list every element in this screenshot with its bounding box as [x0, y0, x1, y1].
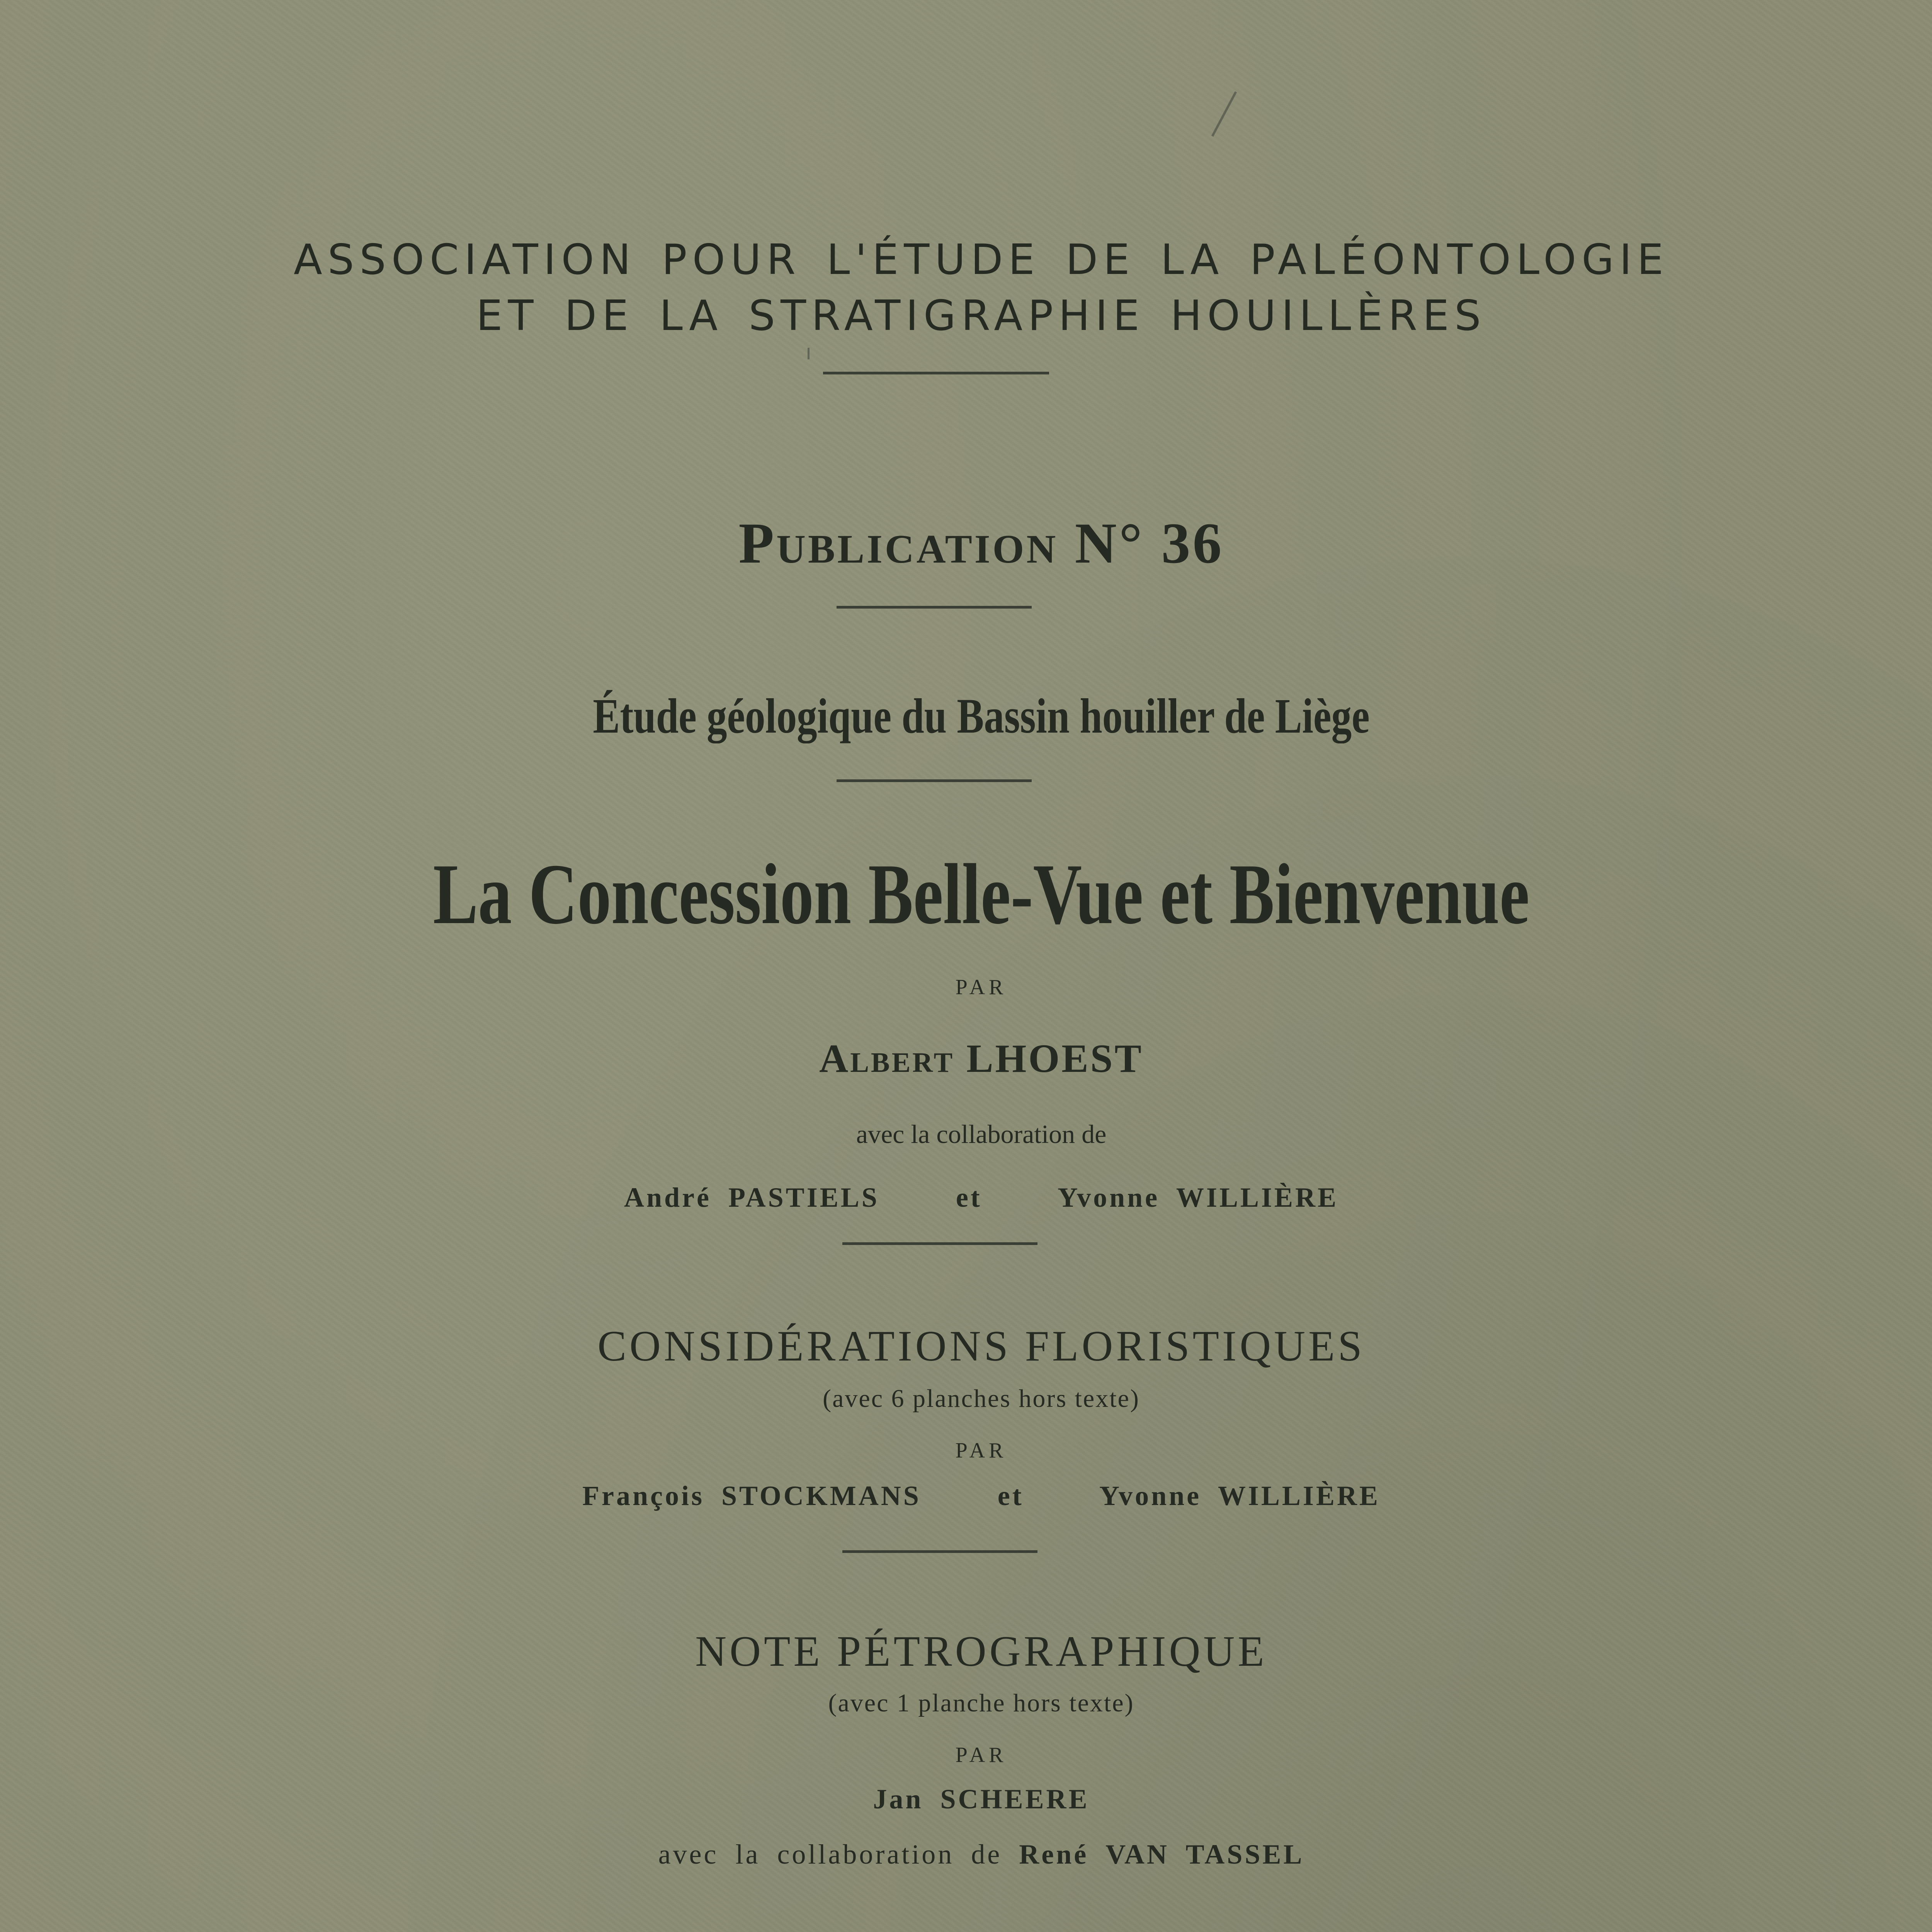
petrographic-collaborator-first: René [1019, 1839, 1089, 1870]
collaborator1-first: André [624, 1182, 711, 1213]
author-last-name: LHOEST [966, 1036, 1143, 1081]
collaborator2-first: Yvonne [1058, 1182, 1160, 1213]
petrographic-author-first: Jan [873, 1784, 923, 1815]
collaborator1-last: PASTIELS [728, 1182, 879, 1213]
main-title: La Concession Belle-Vue et Bienvenue [433, 846, 1530, 942]
floristic-author2-first: Yvonne [1099, 1480, 1202, 1511]
association-line-1: ASSOCIATION POUR L'ÉTUDE DE LA PALÉONTOLOGIE [293, 236, 1669, 284]
petrographic-par: PAR [955, 1743, 1007, 1767]
floristic-conjunction: et [997, 1480, 1024, 1511]
divider [842, 1550, 1037, 1553]
petrographic-author-last: SCHEERE [940, 1784, 1090, 1815]
petrographic-collaboration-line [0, 1838, 1932, 1871]
petrographic-collaboration: avec la collaboration de [658, 1839, 1002, 1870]
floristic-author2-last: WILLIÈRE [1218, 1480, 1380, 1511]
floristic-authors [0, 1480, 1932, 1512]
main-author [0, 1036, 1932, 1082]
floristic-author1-first: François [582, 1480, 705, 1511]
floristic-plates: (avec 6 planches hors texte) [823, 1384, 1140, 1413]
par-label: PAR [955, 975, 1007, 999]
author-first-name: Albert [819, 1036, 955, 1081]
petrographic-collaborator-last: VAN TASSEL [1105, 1839, 1304, 1870]
petrographic-title: NOTE PÉTROGRAPHIQUE [695, 1628, 1267, 1675]
collaborators [0, 1182, 1932, 1214]
divider [823, 372, 1049, 374]
floristic-title: CONSIDÉRATIONS FLORISTIQUES [597, 1322, 1365, 1370]
conjunction: et [956, 1182, 982, 1213]
petrographic-plates: (avec 1 planche hors texte) [828, 1689, 1134, 1717]
divider [837, 606, 1032, 609]
collaboration-intro: avec la collaboration de [856, 1119, 1107, 1149]
floristic-par: PAR [955, 1439, 1007, 1463]
publication-number: Publication N° 36 [738, 511, 1224, 575]
floristic-author1-last: STOCKMANS [721, 1480, 921, 1511]
association-line-2: ET DE LA STRATIGRAPHIE HOUILLÈRES [476, 292, 1486, 340]
series-title: Étude géologique du Bassin houiller de Liège [593, 689, 1370, 743]
paper-mark [1211, 91, 1237, 137]
petrographic-author [0, 1783, 1932, 1815]
paper-mark [808, 348, 810, 359]
divider [837, 779, 1032, 782]
divider [842, 1242, 1037, 1245]
collaborator2-last: WILLIÈRE [1176, 1182, 1338, 1213]
